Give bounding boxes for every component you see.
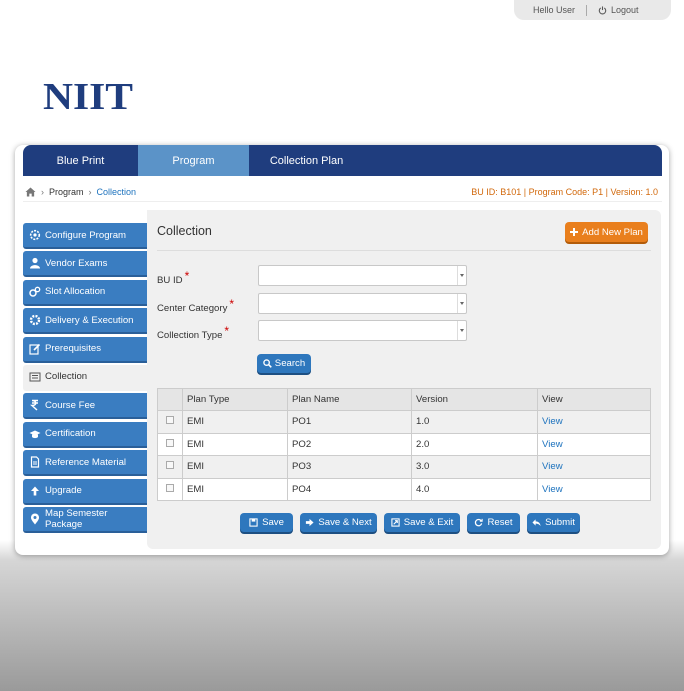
graduation-cap-icon [29, 428, 41, 440]
search-icon [263, 359, 272, 368]
center-category-label [157, 297, 235, 314]
user-bar [514, 0, 671, 20]
logout-link[interactable] [598, 5, 639, 15]
version-cell: 1.0 [412, 411, 538, 434]
map-marker-icon [29, 513, 41, 525]
refresh-icon [474, 518, 483, 527]
sidebar-item-course-fee[interactable] [23, 393, 147, 419]
user-icon [29, 257, 41, 269]
breadcrumb-collection: Collection [96, 186, 137, 197]
sidebar-item-label: Delivery & Execution [45, 314, 134, 326]
view-link[interactable]: View [542, 416, 563, 428]
logo-text: NIIT [43, 79, 133, 113]
gear-icon [29, 229, 41, 241]
column-header-version: Version [412, 389, 538, 411]
home-icon[interactable] [25, 187, 36, 197]
view-cell [538, 433, 651, 456]
plan-type-cell: EMI [183, 433, 288, 456]
breadcrumb-program[interactable]: Program [49, 186, 84, 197]
search-label: Search [274, 358, 306, 369]
row-select-cell [158, 478, 183, 501]
chevron-right-icon: › [41, 186, 44, 197]
page-title: Collection [157, 224, 212, 238]
sidebar-item-label: Configure Program [45, 229, 127, 241]
greeting: Hello User [533, 5, 576, 15]
tab-blue-print[interactable]: Blue Print [56, 154, 105, 167]
reply-icon [532, 518, 541, 527]
chevron-down-icon [457, 321, 466, 340]
sidebar-item-reference-material[interactable] [23, 450, 147, 476]
required-marker: * [184, 269, 190, 283]
add-new-plan-button[interactable] [565, 222, 648, 242]
version-cell: 2.0 [412, 433, 538, 456]
gear-icon [29, 314, 41, 326]
sidebar-item-label: Slot Allocation [45, 286, 106, 298]
save-exit-button[interactable] [384, 513, 460, 532]
tab-collection-plan[interactable]: Collection Plan [269, 154, 344, 167]
plan-name-cell: PO1 [288, 411, 412, 434]
table-row [158, 456, 651, 479]
niit-logo [32, 72, 144, 120]
power-icon [598, 6, 607, 15]
sidebar-item-certification[interactable] [23, 422, 147, 448]
sidebar [23, 223, 147, 535]
main-nav [23, 145, 662, 176]
view-link[interactable]: View [542, 438, 563, 450]
view-cell [538, 411, 651, 434]
plan-type-cell: EMI [183, 456, 288, 479]
document-icon [29, 456, 41, 468]
save-next-label: Save & Next [318, 517, 372, 528]
cogs-icon [29, 286, 41, 298]
sidebar-item-label: Certification [45, 428, 96, 440]
bu-id-label [157, 269, 190, 286]
save-icon [249, 518, 258, 527]
sidebar-item-map-semester-package[interactable] [23, 507, 147, 533]
search-button[interactable] [257, 354, 311, 373]
view-cell [538, 456, 651, 479]
table-row [158, 433, 651, 456]
divider [586, 5, 587, 16]
chevron-right-icon: › [88, 186, 92, 197]
sidebar-item-label: Upgrade [45, 485, 82, 497]
plan-type-cell: EMI [183, 478, 288, 501]
sidebar-item-label: Reference Material [45, 456, 127, 468]
sidebar-item-label: Course Fee [45, 399, 96, 411]
version-cell: 3.0 [412, 456, 538, 479]
sidebar-item-delivery-execution[interactable] [23, 308, 147, 334]
row-checkbox[interactable] [166, 439, 174, 447]
table-row [158, 411, 651, 434]
row-checkbox[interactable] [166, 461, 174, 469]
divider [157, 250, 651, 251]
action-bar [240, 513, 580, 532]
reset-button[interactable] [467, 513, 520, 532]
row-select-cell [158, 456, 183, 479]
view-cell [538, 478, 651, 501]
required-marker: * [224, 324, 230, 338]
rupee-icon [29, 399, 41, 411]
plan-name-cell: PO2 [288, 433, 412, 456]
plan-name-cell: PO4 [288, 478, 412, 501]
sidebar-item-label: Vendor Exams [45, 257, 108, 269]
bu-id-select[interactable] [258, 265, 467, 286]
row-checkbox[interactable] [166, 416, 174, 424]
save-next-button[interactable] [300, 513, 377, 532]
list-icon [29, 371, 41, 383]
table-header-row [158, 389, 651, 411]
submit-button[interactable] [527, 513, 580, 532]
column-header-plan-type: Plan Type [183, 389, 288, 411]
collection-type-label [157, 324, 230, 341]
bu-id-label-text: BU ID [157, 275, 183, 286]
collection-panel [147, 210, 661, 549]
table-row [158, 478, 651, 501]
logo-mark [42, 79, 134, 113]
save-button[interactable] [240, 513, 293, 532]
arrow-up-icon [29, 485, 41, 497]
plans-table [157, 388, 651, 501]
column-header-view: View [538, 389, 651, 411]
chevron-down-icon [457, 294, 466, 313]
view-link[interactable]: View [542, 461, 563, 473]
version-cell: 4.0 [412, 478, 538, 501]
required-marker: * [229, 297, 235, 311]
tab-program[interactable]: Program [138, 145, 249, 176]
row-checkbox[interactable] [166, 484, 174, 492]
sidebar-item-slot-allocation[interactable] [23, 280, 147, 306]
center-category-label-text: Center Category [157, 303, 228, 314]
plus-icon [570, 228, 578, 236]
collection-type-select[interactable] [258, 320, 467, 341]
sidebar-item-configure-program[interactable] [23, 223, 147, 249]
plan-name-cell: PO3 [288, 456, 412, 479]
sidebar-item-upgrade[interactable] [23, 479, 147, 505]
sidebar-item-vendor-exams[interactable] [23, 251, 147, 277]
logout-label: Logout [611, 5, 639, 15]
view-link[interactable]: View [542, 483, 563, 495]
arrow-right-icon [305, 518, 314, 527]
save-exit-label: Save & Exit [403, 517, 454, 528]
add-new-plan-label: Add New Plan [582, 226, 643, 238]
plan-type-cell: EMI [183, 411, 288, 434]
center-category-select[interactable] [258, 293, 467, 314]
breadcrumb [23, 182, 662, 202]
row-select-cell [158, 411, 183, 434]
reset-label: Reset [487, 517, 513, 528]
exit-icon [391, 518, 400, 527]
sidebar-item-label: Map Semester Package [45, 507, 108, 530]
program-info: BU ID: B101 | Program Code: P1 | Version: 1.0 [471, 186, 658, 197]
sidebar-item-collection[interactable] [23, 365, 147, 391]
collection-type-label-text: Collection Type [157, 330, 223, 341]
sidebar-item-prerequisites[interactable] [23, 337, 147, 363]
save-label: Save [262, 517, 284, 528]
row-select-cell [158, 433, 183, 456]
submit-label: Submit [545, 517, 575, 528]
select-column-header [158, 389, 183, 411]
column-header-plan-name: Plan Name [288, 389, 412, 411]
chevron-down-icon [457, 266, 466, 285]
sidebar-item-label: Prerequisites [45, 343, 101, 355]
edit-icon [29, 343, 41, 355]
sidebar-item-label: Collection [45, 371, 88, 383]
